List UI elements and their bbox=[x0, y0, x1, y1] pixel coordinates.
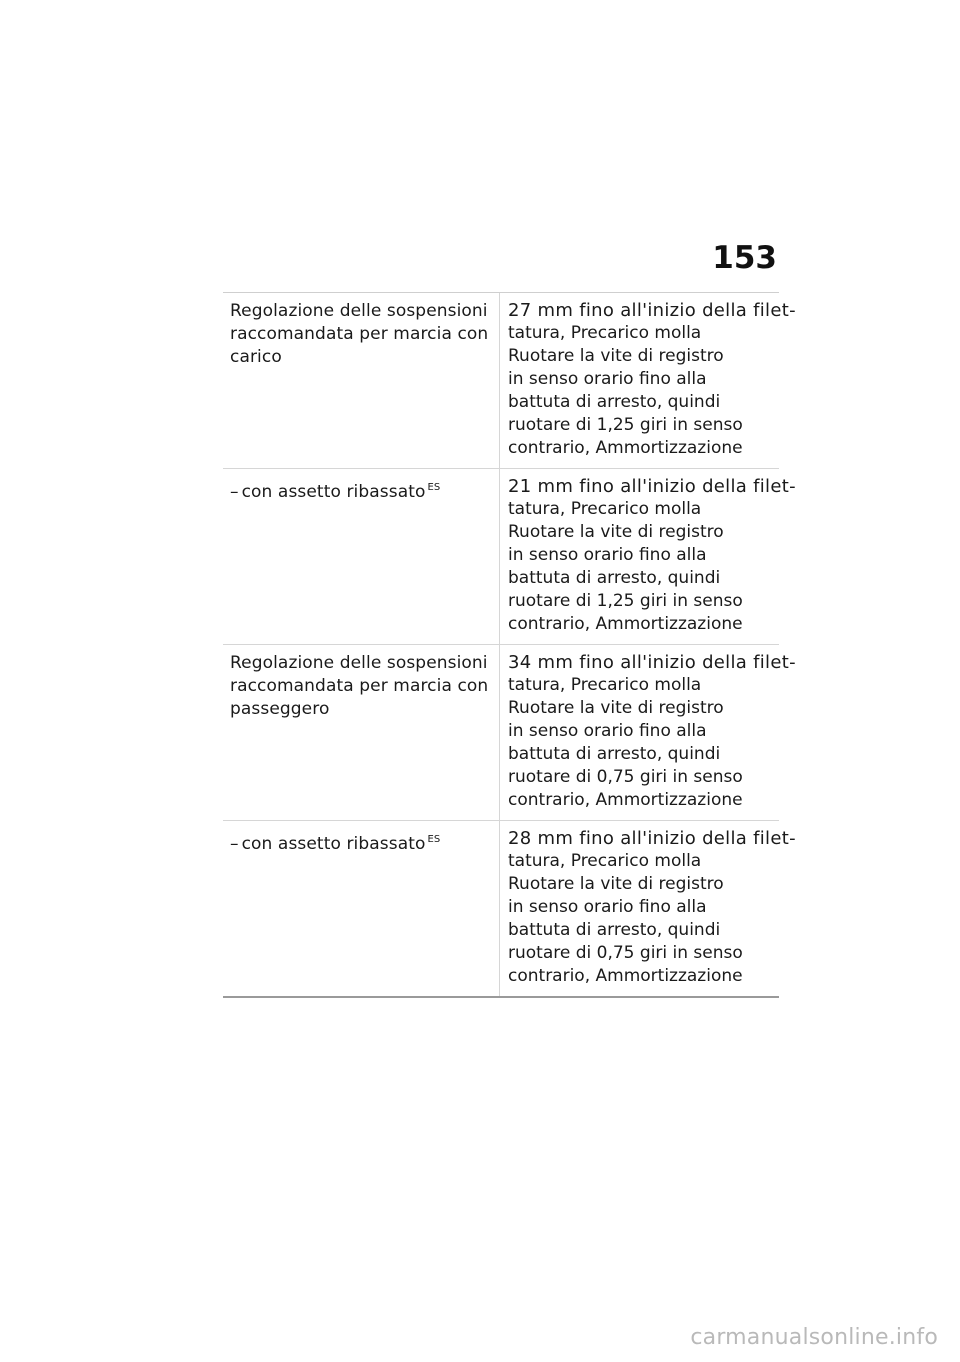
value-line: ruotare di 0,75 giri in senso bbox=[508, 767, 743, 787]
value-line: 34 mm fino all'inizio della filet- bbox=[508, 652, 796, 673]
table-row bbox=[223, 644, 796, 820]
option-superscript: ES bbox=[427, 482, 441, 493]
setting-label bbox=[223, 821, 500, 996]
dash-bullet: – bbox=[230, 834, 239, 854]
value-line: Ruotare la vite di registro bbox=[508, 874, 724, 894]
value-line: battuta di arresto, quindi bbox=[508, 920, 721, 940]
label-line: passeggero bbox=[230, 699, 330, 719]
value-line: 28 mm fino all'inizio della filet- bbox=[508, 828, 796, 849]
value-line: in senso orario fino alla bbox=[508, 369, 707, 389]
value-line: battuta di arresto, quindi bbox=[508, 392, 721, 412]
setting-value bbox=[500, 821, 796, 996]
value-line: in senso orario fino alla bbox=[508, 721, 707, 741]
option-superscript: ES bbox=[427, 834, 441, 845]
value-line: ruotare di 0,75 giri in senso bbox=[508, 943, 743, 963]
setting-value bbox=[500, 645, 796, 820]
value-line: Ruotare la vite di registro bbox=[508, 346, 724, 366]
value-line: tatura, Precarico molla bbox=[508, 675, 702, 695]
value-line: 27 mm fino all'inizio della filet- bbox=[508, 300, 796, 321]
setting-label bbox=[223, 469, 500, 644]
value-line: 21 mm fino all'inizio della filet- bbox=[508, 476, 796, 497]
label-line: raccomandata per marcia con bbox=[230, 676, 489, 696]
value-line: in senso orario fino alla bbox=[508, 897, 707, 917]
label-line: carico bbox=[230, 347, 282, 367]
value-line: contrario, Ammortizzazione bbox=[508, 790, 743, 810]
suspension-settings-table bbox=[223, 292, 796, 998]
label-line: raccomandata per marcia con bbox=[230, 324, 489, 344]
value-line: in senso orario fino alla bbox=[508, 545, 707, 565]
value-line: Ruotare la vite di registro bbox=[508, 522, 724, 542]
value-line: ruotare di 1,25 giri in senso bbox=[508, 415, 743, 435]
setting-value bbox=[500, 469, 796, 644]
value-line: contrario, Ammortizzazione bbox=[508, 438, 743, 458]
label-text: con assetto ribassato bbox=[241, 482, 426, 502]
value-line: tatura, Precarico molla bbox=[508, 323, 702, 343]
page-number: 153 bbox=[712, 240, 777, 276]
setting-label bbox=[223, 293, 500, 468]
value-line: battuta di arresto, quindi bbox=[508, 744, 721, 764]
label-line: Regolazione delle sospensioni bbox=[230, 301, 488, 321]
value-line: ruotare di 1,25 giri in senso bbox=[508, 591, 743, 611]
dash-bullet: – bbox=[230, 482, 239, 502]
table-row bbox=[223, 293, 796, 468]
watermark: carmanualsonline.info bbox=[690, 1325, 938, 1350]
value-line: tatura, Precarico molla bbox=[508, 851, 702, 871]
value-line: contrario, Ammortizzazione bbox=[508, 614, 743, 634]
setting-value bbox=[500, 293, 796, 468]
label-text: con assetto ribassato bbox=[241, 834, 426, 854]
value-line: contrario, Ammortizzazione bbox=[508, 966, 743, 986]
table-row bbox=[223, 468, 796, 644]
setting-label bbox=[223, 645, 500, 820]
table-row bbox=[223, 820, 796, 996]
label-line: Regolazione delle sospensioni bbox=[230, 653, 488, 673]
value-line: tatura, Precarico molla bbox=[508, 499, 702, 519]
value-line: battuta di arresto, quindi bbox=[508, 568, 721, 588]
value-line: Ruotare la vite di registro bbox=[508, 698, 724, 718]
